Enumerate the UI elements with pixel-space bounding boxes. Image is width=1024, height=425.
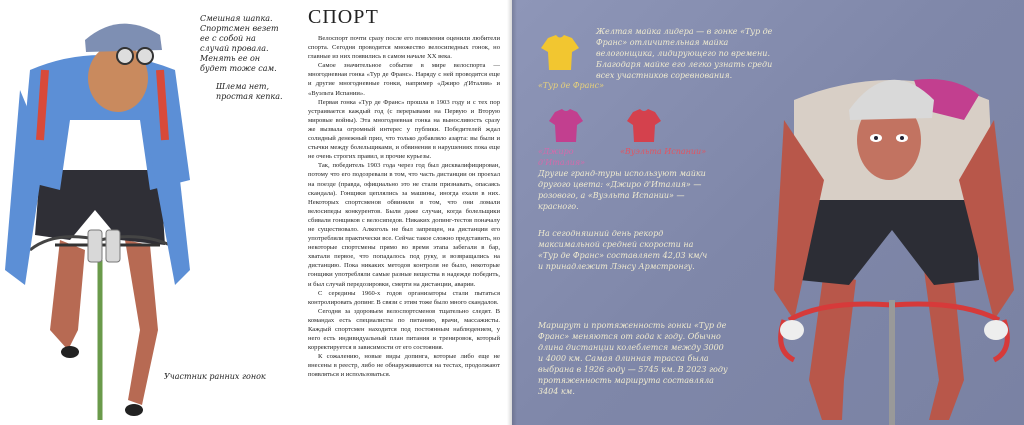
paragraph: К сожалению, новые виды допинга, которые либо еще не внесены в реестр, либо не обнаруживаются на тестах, продолжают появляться и использоваться. — [308, 353, 500, 379]
paragraph: Самое значительное событие в мире велоспорта — многодневная гонка «Тур де Франс». Наряду с ней проводятся еще и другие многодневные гонки, например «Джиро д'Италия» и «Вуэльта Испании». — [308, 62, 500, 97]
yellow-jersey-icon — [540, 34, 580, 72]
red-jersey-icon — [626, 108, 662, 144]
tour-de-france-label: «Тур де Франс» — [538, 81, 605, 90]
article-body — [308, 34, 500, 380]
helmet-note: Шлема нет, простая кепка. — [216, 82, 283, 101]
paragraph: С середины 1960-х годов организаторы стали пытаться контролировать допинг. В связи с этим тоже было много скандалов. — [308, 289, 500, 306]
yellow-jersey-note: Желтая майка лидера — в гонке «Тур де Франс» отличительная майка велогонщика, лидирующего по времени. Благодаря майке его легко узнать среди всех участников соревнования. — [596, 27, 773, 80]
vuelta-label: «Вуэльта Испании» — [620, 147, 707, 156]
paragraph: Так, победитель 1903 года через год был дисквалифицирован, потому что его подозревали в том, что часть дистанции он проехал на поезде (правда, официально это не стали признавать, опасаясь скандала). Гонщики цеплялись за машины, иногда ехали в них. Некоторых спортсменов обвиняли в том, что они ломали велосипеды конкурентов. Были даже случаи, когда болельщики сбивали гонщиков с велосипедов. Никаких допинг-тестов поначалу не существовало. Алкоголь не был запрещен, на дистанции его употребляли практически все. Сейчас такое сложно представить, но некоторые спортсмены прямо во время этапа забегали в бар, хватали первое, что попадалось под руку, и возвращались на дистанцию. Пока никаких методов контроля не было, некоторые гонщики употребляли самые разные вещества в надежде победить, и был случай передозировки, смерти на дистанции, аварии. — [308, 162, 500, 288]
paragraph: Сегодня за здоровьем велоспортсменов тщательно следят. В командах есть специалисты по питанию, врачи, массажисты. Каждый спортсмен находится под постоянным наблюдением, у него есть индивидуальный план питания и тренировок, который корректируется в зависимости от его состояния. — [308, 307, 500, 352]
rider-caption: Участник ранних гонок — [164, 372, 266, 381]
paragraph: Велоспорт почти сразу после его появления оценили любители спорта. Сегодня проводится множество велосипедных гонок, но главные из них появились в самом начале XX века. — [308, 35, 500, 61]
pink-jersey-icon — [548, 108, 584, 144]
right-page — [512, 0, 1024, 425]
giro-label: «Джиро д'Италия» — [538, 147, 586, 167]
route-length-note: Маршрут и протяженность гонки «Тур де Франс» меняются от года к году. Обычно длина дистанции колеблется между 3000 и 4000 км. Самая длинная трасса была выбрана в 1926 году — 5745 км. В 2023 году протяженность маршрута составляла 3404 км. — [538, 321, 728, 396]
speed-record-note: На сегодняшний день рекорд максимальной средней скорости на «Тур де Франс» составляет 42,03 км/ч и принадлежит Лэнсу Армстронгу. — [538, 229, 708, 271]
book-gutter — [507, 0, 517, 425]
cap-note: Смешная шапка. Спортсмен везет ее с собой на случай провала. Менять ее он будет тоже сам. — [200, 14, 279, 73]
page-title: СПОРТ — [308, 6, 379, 28]
paragraph: Первая гонка «Тур де Франс» прошла в 1903 году и с тех пор устраивается каждый год (с перерывами на Первую и Вторую мировые войны). Эта многодневная гонка на выносливость сразу же вызвала огромный интерес у публики. Победителей ждал солидный денежный приз, что только добавляло азарта: вы были и стычки между болельщиками, и обвинения в нарушениях пока еще не очень строгих правил, и прочие курьезы. — [308, 98, 500, 161]
modern-cyclist-illustration — [764, 0, 1024, 425]
other-tours-note: Другие гранд-туры используют майки другого цвета: «Джиро д'Италия» — розового, а «Вуэльта Испании» — красного. — [538, 169, 706, 211]
